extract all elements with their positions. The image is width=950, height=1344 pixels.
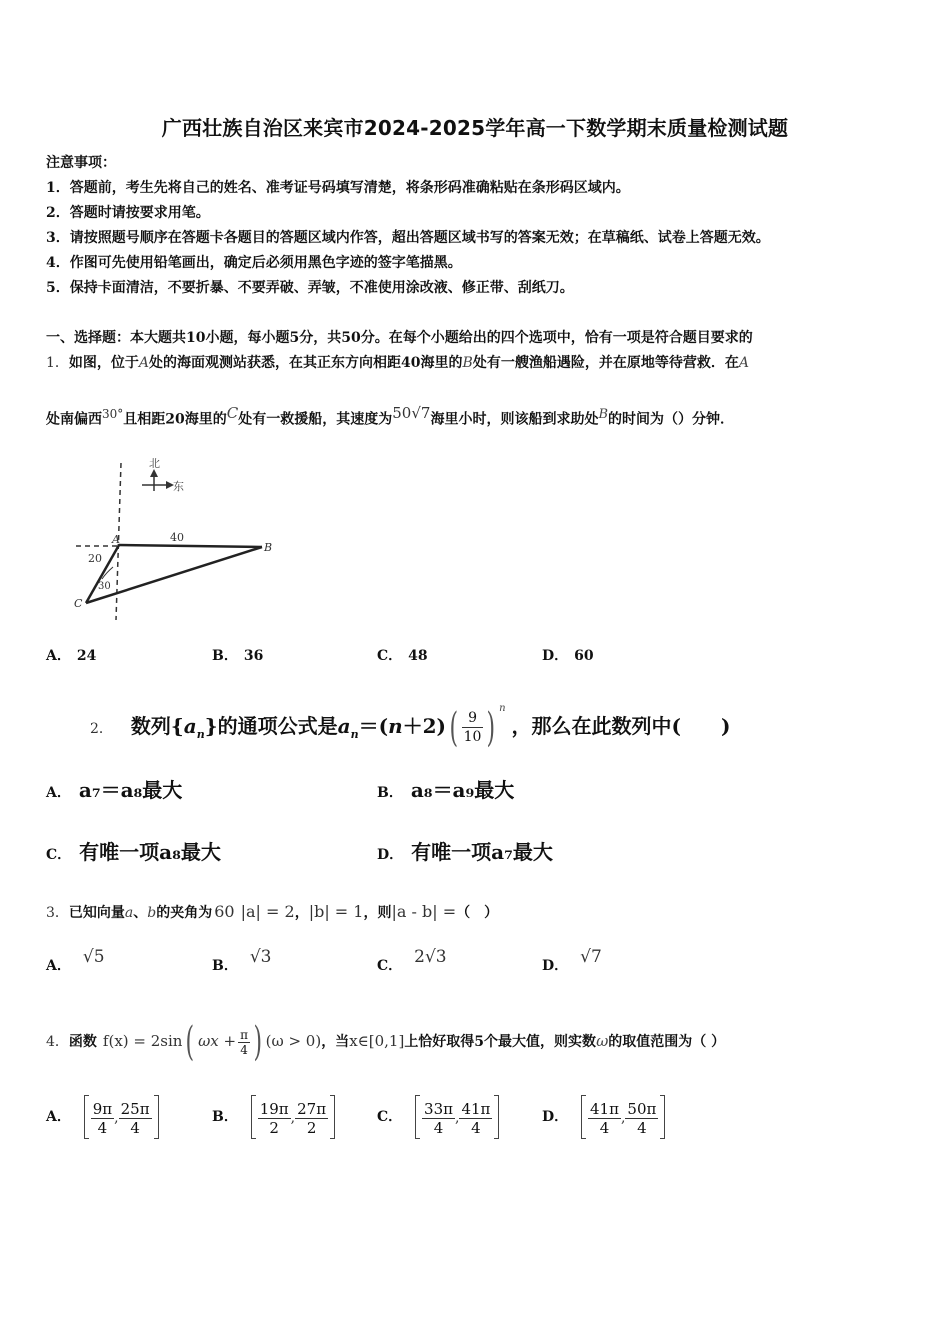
q3-option-d[interactable]: D． √7 — [542, 947, 602, 974]
east-label: 东 — [173, 480, 184, 493]
section-heading: 一、选择题：本大题共10小题，每小题5分，共50分。在每个小题给出的四个选项中，恰有一项是符合题目要求的 — [46, 330, 753, 346]
point-c-label: C — [74, 597, 83, 610]
north-arrow-head — [150, 469, 158, 477]
question-number: 1． — [46, 355, 69, 371]
q3-option-b[interactable]: B． √3 — [212, 947, 272, 974]
q4-option-c[interactable]: C． $\frac{33\pi}{4}$ , $\frac{41\pi}{4}$ — [377, 1094, 499, 1140]
q1-option-d[interactable]: D． 60 — [542, 648, 594, 664]
note-item: 1．答题前，考生先将自己的姓名、准考证号码填写清楚，将条形码准确粘贴在条形码区域内。 — [46, 180, 630, 196]
segment-ab — [119, 545, 262, 547]
page-title: 广西壮族自治区来宾市2024-2025学年高一下数学期末质量检测试题 — [161, 116, 789, 140]
q1-option-c[interactable]: C． 48 — [377, 648, 428, 664]
north-label: 北 — [149, 457, 160, 470]
question-number: 2． — [90, 721, 113, 737]
q2-option-d[interactable]: D． 有唯一项a₇最大 — [377, 840, 553, 864]
note-item: 2．答题时请按要求用笔。 — [46, 205, 210, 221]
length-ac-label: 20 — [88, 552, 102, 565]
q4-option-d[interactable]: D． $\frac{41\pi}{4}$ , $\frac{50\pi}{4}$ — [542, 1094, 665, 1140]
q2-option-c[interactable]: C． 有唯一项a₈最大 — [46, 840, 221, 864]
q2-option-b[interactable]: B． a₈＝a₉最大 — [377, 778, 515, 802]
point-b-label: B — [264, 541, 273, 554]
length-ab-label: 40 — [170, 531, 184, 544]
notes-heading: 注意事项： — [46, 155, 116, 171]
question-1-line-2: 处南偏西$^{30^\circ}$且相距20海里的$^C$处有一救援船，其速度为$^{50√7}$海里小时，则该船到求助处$^B$的时间为（）分钟． — [46, 404, 735, 428]
q3-option-c[interactable]: C． 2√3 — [377, 947, 447, 974]
point-a-label: A — [112, 533, 120, 546]
q4-option-a[interactable]: A． $\frac{9\pi}{4}$ , $\frac{25\pi}{4}$ — [46, 1094, 159, 1140]
note-item: 5．保持卡面清洁，不要折暴、不要弄破、弄皱，不准使用涂改液、修正带、刮纸刀。 — [46, 280, 574, 296]
q4-option-b[interactable]: B． $\frac{19\pi}{2}$ , $\frac{27\pi}{2}$ — [212, 1094, 335, 1140]
note-item: 4．作图可先使用铅笔画出，确定后必须用黑色字迹的签字笔描黑。 — [46, 255, 462, 271]
question-1-line-1: 1．如图，位于A处的海面观测站获悉，在其正东方向相距40海里的B处有一艘渔船遇险，并在原地等待营救．在A — [46, 355, 749, 371]
q1-option-a[interactable]: A． 24 — [46, 648, 97, 664]
angle-label: 30 — [98, 581, 111, 592]
q2-option-a[interactable]: A． a₇＝a₈最大 — [46, 778, 183, 802]
note-item: 3．请按照题号顺序在答题卡各题目的答题区域内作答，超出答题区域书写的答案无效；在草稿纸、试卷上答题无效。 — [46, 230, 770, 246]
q1-option-b[interactable]: B． 36 — [212, 648, 264, 664]
question-3: 3．已知向量a、b的夹角为 60 |a| = 2，|b| = 1，则|a - b| =（ ） — [46, 902, 499, 921]
question-4: 4．函数 f(x) = 2sin( ωx + $\frac{\pi}{4}$ ) (ω > 0)，当x∈[0,1]上恰好取得5个最大值，则实数ω的取值范围为（ ） — [46, 1019, 726, 1065]
q3-option-a[interactable]: A． √5 — [46, 947, 105, 974]
question-number: 3． — [46, 905, 69, 921]
question-2: 2． 数列$\{a_n\}$的通项公式是$a_n=(n+2)$( $\frac{9}{10}$ ) $^n$，那么在此数列中( ) — [90, 703, 731, 751]
question-1-figure — [66, 455, 286, 625]
question-number: 4． — [46, 1034, 69, 1050]
